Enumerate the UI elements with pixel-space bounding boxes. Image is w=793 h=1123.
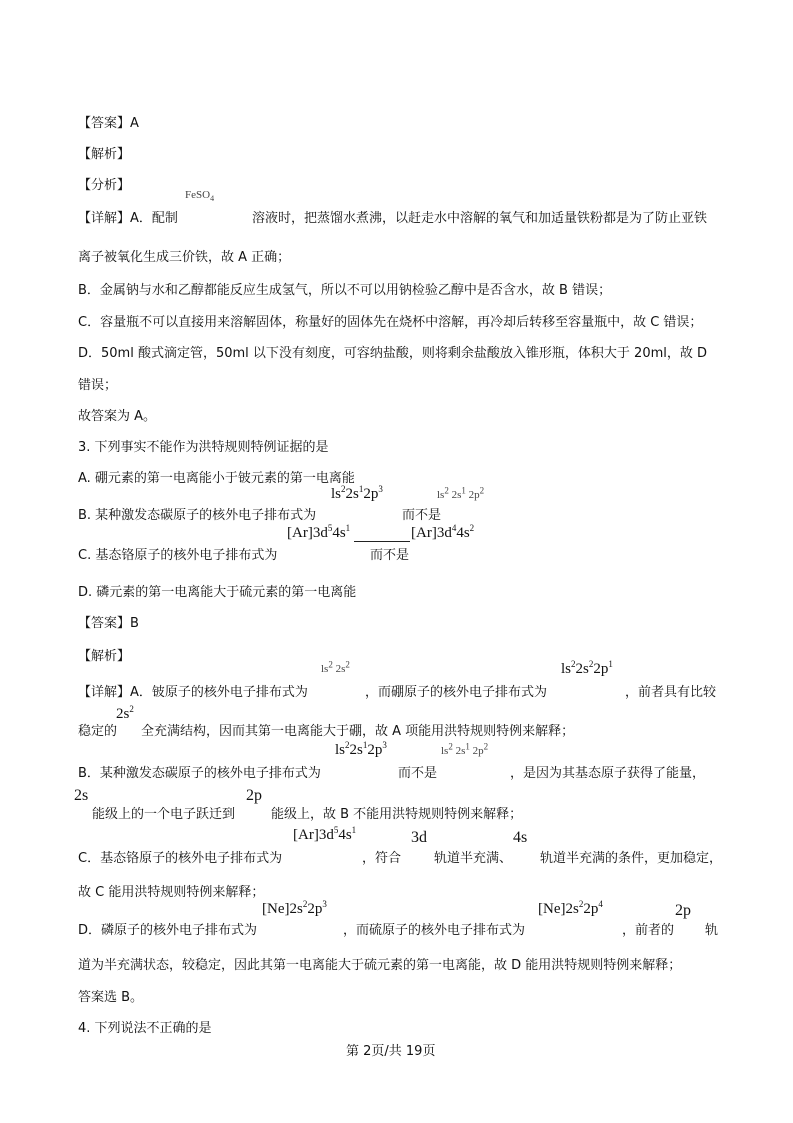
d3-c1-post: 轨道半充满的条件，更加稳定，	[540, 851, 723, 866]
d3-a1-post: ，前者具有比较	[625, 685, 717, 700]
d3-c2: 故 C 能用洪特规则特例来解释；	[78, 885, 265, 900]
answer3-label: 【答案】B	[78, 616, 139, 631]
d3-b1-pre: B．某种激发态碳原子的核外电子排布式为	[78, 766, 321, 781]
d3-a2-formula: $2s^2$	[116, 704, 134, 722]
q3-b-formula-1: $ls^22s^12p^3$	[331, 484, 383, 502]
q3-option-d: D. 磷元素的第一电离能大于硫元素的第一电离能	[78, 585, 357, 600]
q3-option-b-mid: 而不是	[402, 508, 442, 523]
label-2p-second: 2p	[675, 902, 691, 919]
label-3d: 3d	[411, 829, 427, 846]
detail-d1: D．50ml 酸式滴定管，50ml 以下没有刻度，可容纳盐酸，则将剩余盐酸放入锥形瓶，体积大于 20ml，故 D	[78, 346, 708, 361]
q4-stem: 4. 下列说法不正确的是	[78, 1021, 212, 1036]
d3-b1-mid: 而不是	[398, 766, 438, 781]
detail-d2: 错误；	[78, 378, 118, 393]
page-footer: 第 2页/共 19页	[346, 1044, 436, 1059]
d3-d2: 道为半充满状态，较稳定，因此其第一电离能大于硫元素的第一电离能，故 D 能用洪特规则特例来解释；	[78, 958, 682, 973]
detail-conclusion: 故答案为 A。	[78, 409, 157, 424]
d3-b-formula-2: $ls^2$ $2s^1$ $2p^2$	[441, 741, 489, 757]
d3-c1-mid2: 轨道半充满、	[434, 851, 513, 866]
d3-d1-mid2: ，前者的	[622, 923, 675, 938]
d3-d-formula-1: $[Ne]2s^22p^3$	[262, 899, 327, 917]
d3-a2-post: 全充满结构，因而其第一电离能大于硼，故 A 项能用洪特规则特例来解释；	[141, 724, 575, 739]
d3-conclusion: 答案选 B。	[78, 990, 144, 1005]
q3-b-formula-2: $ls^2$ $2s^1$ $2p^2$	[437, 485, 485, 501]
q3-option-b: B. 某种激发态碳原子的核外电子排布式为	[78, 508, 317, 523]
q3-option-a: A. 硼元素的第一电离能小于铍元素的第一电离能	[78, 471, 355, 486]
label-2s: 2s	[74, 787, 89, 804]
analysis-label: 【解析】	[78, 147, 131, 162]
d3-c-formula: $[Ar]3d^54s^1$	[293, 825, 357, 843]
detail-c: C．容量瓶不可以直接用来溶解固体，称量好的固体先在烧杯中溶解，再冷却后转移至容量瓶中，故 C 错误；	[78, 315, 703, 330]
label-2p: 2p	[246, 787, 262, 804]
q3-c-formula-2: $[Ar]3d^44s^2$	[411, 523, 475, 541]
d3-a1-mid: ，而硼原子的核外电子排布式为	[365, 685, 548, 700]
detail-a-before: 【详解】A．配制	[78, 211, 178, 226]
q3-c-formula-1: $[Ar]3d^54s^1$	[287, 523, 351, 541]
d3-c1-pre: C．基态铬原子的核外电子排布式为	[78, 851, 283, 866]
q3-stem: 3. 下列事实不能作为洪特规则特例证据的是	[78, 440, 329, 455]
d3-b2-pre: 能级上的一个电子跃迁到	[92, 807, 236, 822]
d3-a2-pre: 稳定的	[78, 724, 118, 739]
analysis3-label: 【解析】	[78, 649, 131, 664]
answer-label: 【答案】A	[78, 116, 139, 131]
d3-b-formula-1: $ls^22s^12p^3$	[335, 740, 387, 758]
q3-c-divider	[354, 541, 410, 542]
formula-feso4: FeSO$_4$	[185, 189, 215, 204]
d3-c1-mid: ，符合	[362, 851, 402, 866]
fenxi-label: 【分析】	[78, 178, 131, 193]
d3-a-formula-1: $ls^2$ $2s^2$	[321, 659, 350, 675]
d3-d1-pre: D．磷原子的核外电子排布式为	[78, 923, 258, 938]
d3-b2-post: 能级上，故 B 不能用洪特规则特例来解释；	[271, 807, 523, 822]
q3-option-c: C. 基态铬原子的核外电子排布式为	[78, 548, 278, 563]
d3-d-formula-2: $[Ne]2s^22p^4$	[538, 899, 603, 917]
d3-a1-pre: 【详解】A．铍原子的核外电子排布式为	[78, 685, 308, 700]
d3-b1-post: ，是因为其基态原子获得了能量，	[510, 766, 706, 781]
detail-a-line2: 离子被氧化生成三价铁，故 A 正确；	[78, 250, 291, 265]
label-4s: 4s	[513, 829, 528, 846]
detail-a-after: 溶液时，把蒸馏水煮沸，以赶走水中溶解的氧气和加适量铁粉都是为了防止亚铁	[252, 211, 708, 226]
d3-d1-mid: ，而硫原子的核外电子排布式为	[343, 923, 526, 938]
d3-a-formula-2: $ls^22s^22p^1$	[561, 659, 613, 677]
detail-b: B．金属钠与水和乙醇都能反应生成氢气，所以不可以用钠检验乙醇中是否含水，故 B 错误；	[78, 283, 612, 298]
d3-d1-post: 轨	[705, 923, 719, 938]
q3-option-c-mid: 而不是	[370, 548, 410, 563]
